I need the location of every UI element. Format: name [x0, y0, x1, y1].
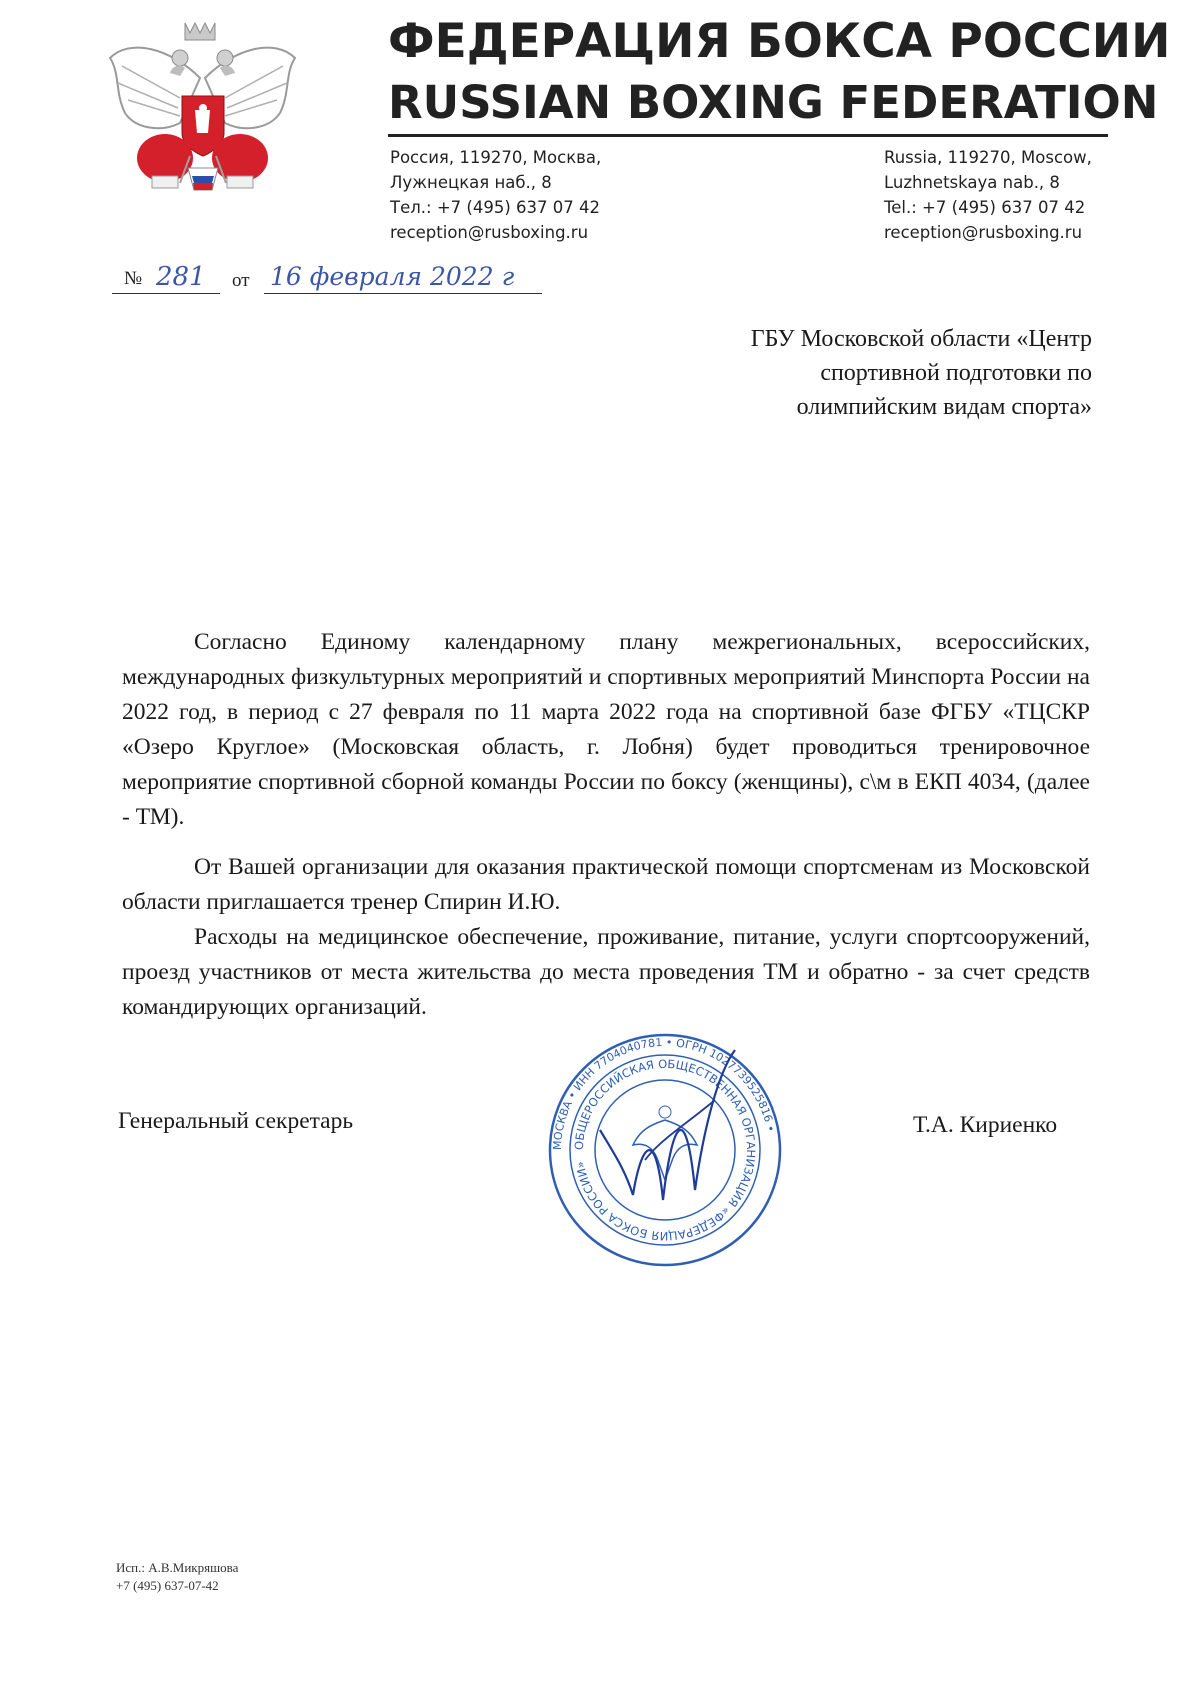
address-line: Luzhnetskaya nab., 8	[884, 173, 1060, 192]
signatory-name: Т.А. Кириенко	[913, 1112, 1058, 1138]
registration-date: 16 февраля 2022 г	[270, 262, 515, 291]
executor-name: Исп.: А.В.Микряшова	[116, 1560, 239, 1575]
org-title-en: RUSSIAN BOXING FEDERATION	[388, 76, 1159, 129]
address-line: Russia, 119270, Moscow,	[884, 148, 1092, 167]
executor-info	[116, 1559, 238, 1595]
addressee-line: олимпийским видам спорта»	[796, 394, 1092, 420]
number-label: №	[124, 268, 143, 289]
official-stamp	[545, 1030, 785, 1270]
signatory-position: Генеральный секретарь	[118, 1108, 354, 1134]
address-block-en	[884, 145, 1092, 245]
date-underline	[264, 293, 542, 294]
body-paragraph: Согласно Единому календарному плану межрегиональных, всероссийских, международных физкультурных мероприятий и спортивных мероприятий Минспорта России на 2022 год, в период с 27 февраля по 11 марта 2022 года на спортивной базе ФГБУ «ТЦСКР «Озеро Круглое» (Московская область, г. Лобня) будет проводиться тренировочное мероприятие спортивной сборной команды России по боксу (женщины), с\м в ЕКП 4034, (далее - ТМ).	[122, 629, 1090, 830]
registration-line	[112, 262, 542, 302]
header-divider	[388, 134, 1108, 137]
stamp-inner-text: ОБЩЕРОССИЙСКАЯ ОБЩЕСТВЕННАЯ ОРГАНИЗАЦИЯ «ФЕДЕРАЦИЯ БОКСА РОССИИ»	[571, 1056, 759, 1244]
email-line: reception@rusboxing.ru	[390, 223, 589, 242]
addressee-block	[632, 322, 1092, 424]
phone-line: Tel.: +7 (495) 637 07 42	[884, 198, 1086, 217]
registration-number: 281	[156, 262, 206, 292]
federation-emblem-logo	[100, 18, 305, 198]
address-block-ru	[390, 145, 601, 245]
body-paragraph: Расходы на медицинское обеспечение, проживание, питание, услуги спортсооружений, проезд участников от места жительства до места проведения ТМ и обратно - за счет средств командирующих организаций.	[122, 924, 1090, 1020]
stamp-outer-text: МОСКВА • ИНН 7704040781 • ОГРН 1027739525816 •	[550, 1035, 778, 1151]
body-paragraph: От Вашей организации для оказания практической помощи спортсменам из Московской области приглашается тренер Спирин И.Ю.	[122, 854, 1090, 915]
address-line: Россия, 119270, Москва,	[390, 148, 602, 167]
executor-phone: +7 (495) 637-07-42	[116, 1578, 219, 1593]
email-line: reception@rusboxing.ru	[884, 223, 1083, 242]
from-label: от	[232, 270, 250, 291]
addressee-line: ГБУ Московской области «Центр	[750, 326, 1092, 352]
stamp-graphic	[545, 1030, 785, 1270]
addressee-line: спортивной подготовки по	[820, 360, 1092, 386]
number-underline	[112, 293, 220, 294]
org-title-ru: ФЕДЕРАЦИЯ БОКСА РОССИИ	[388, 14, 1171, 69]
address-line: Лужнецкая наб., 8	[390, 173, 552, 192]
phone-line: Тел.: +7 (495) 637 07 42	[390, 198, 600, 217]
